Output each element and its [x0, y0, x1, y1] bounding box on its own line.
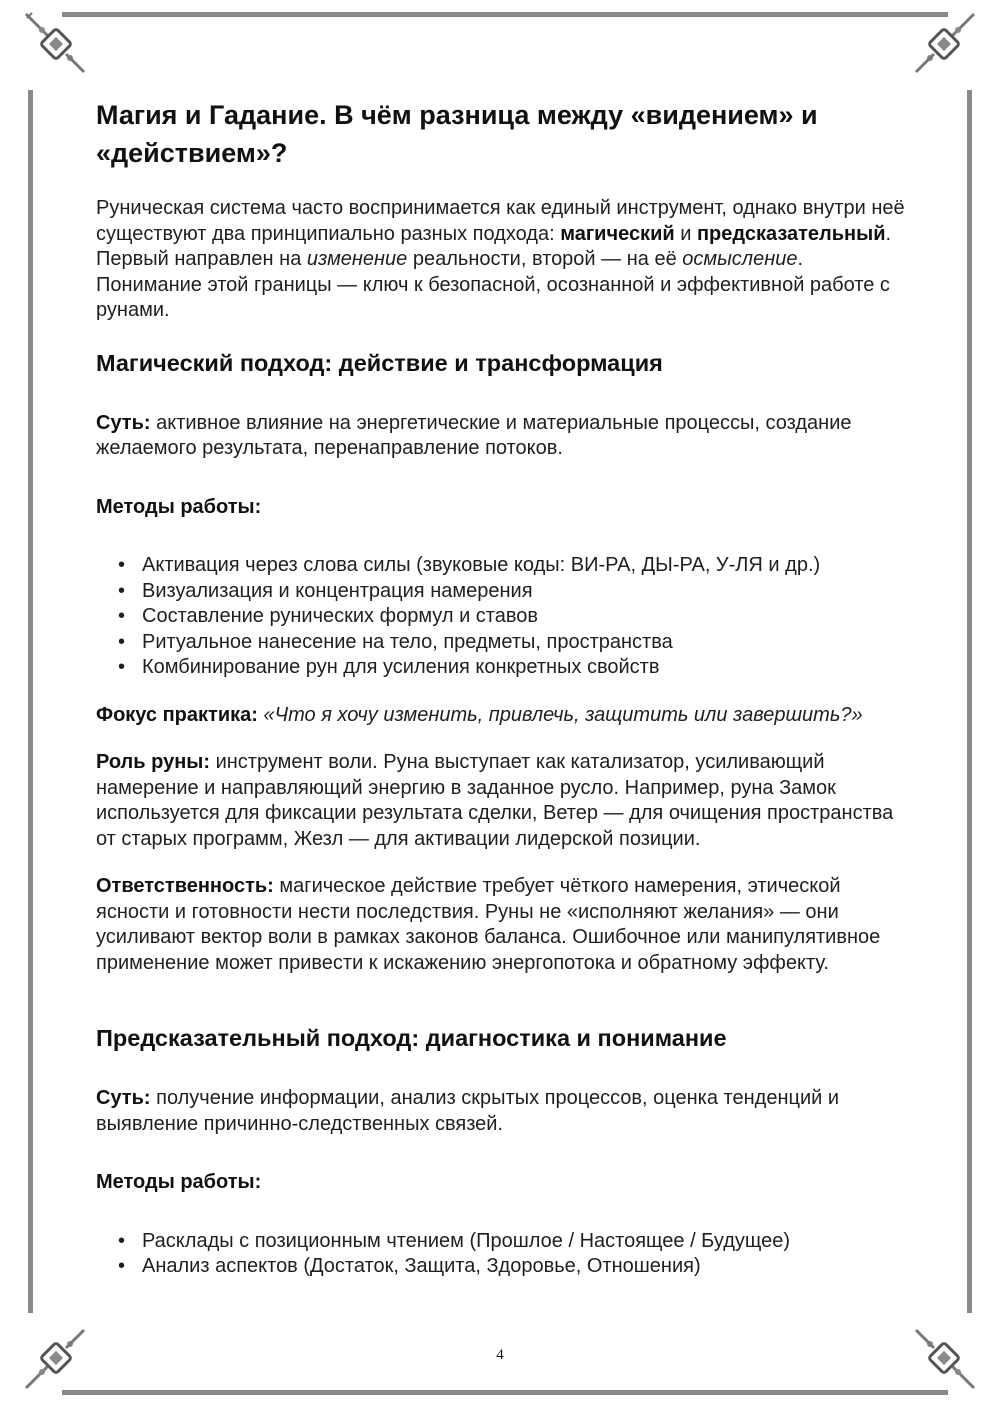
intro-text: . Понимание этой границы — ключ к безопасной, осознанной и эффективной работе с рунами. — [96, 248, 890, 321]
magic-methods-list — [96, 553, 906, 681]
magic-methods-label — [96, 495, 906, 521]
section-heading-divination: Предсказательный подход: диагностика и понимание — [96, 1025, 727, 1051]
page-number: 4 — [496, 1347, 504, 1363]
page-content — [96, 96, 906, 1280]
essence-text: активное влияние на энергетические и материальные процессы, создание желаемого результата, перенаправление потоков. — [96, 411, 852, 459]
intro-italic-change: изменение — [306, 248, 408, 270]
corner-ornament-key-icon — [908, 10, 978, 80]
responsibility-text: магическое действие требует чёткого намерения, этической ясности и готовности нести последствия. Руны не «исполняют желания» — они усиливают вектор воли в рамках законов баланса. Ошибочное или манипулятивное применение может привести к искажению энергопотока и обратному эффекту. — [96, 875, 881, 974]
responsibility-label: Ответственность: — [96, 875, 274, 897]
magic-essence — [96, 411, 906, 462]
intro-text: и — [674, 222, 697, 245]
role-label: Роль руны: — [96, 751, 211, 773]
frame-right-border — [967, 90, 972, 1313]
page-title: Магия и Гадание. В чём разница между «видением» и «действием»? — [96, 100, 818, 168]
role-text: инструмент воли. Руна выступает как катализатор, усиливающий намерение и направляющий энергию в заданное русло. Например, руна Замок используется для фиксации результата сделки, Ветер — для очищения пространства от старых программ, Жезл — для активации лидерской позиции. — [96, 751, 894, 850]
list-item: • Активация через слова силы (звуковые коды: ВИ-РА, ДЫ-РА, У-ЛЯ и др.) — [142, 553, 906, 579]
intro-bold-divination: предсказательный — [696, 222, 886, 245]
list-item: • Комбинирование рун для усиления конкретных свойств — [142, 655, 906, 681]
essence-text: получение информации, анализ скрытых процессов, оценка тенденций и выявление причинно-следственных связей. — [96, 1087, 840, 1135]
intro-paragraph — [96, 196, 906, 324]
divination-methods-label — [96, 1170, 906, 1196]
frame-bottom-border — [62, 1390, 948, 1395]
intro-italic-understanding: осмысление — [682, 248, 798, 270]
focus-label: Фокус практика: — [96, 703, 258, 726]
list-item: • Визуализация и концентрация намерения — [142, 579, 906, 605]
intro-bold-magic: магический — [560, 222, 675, 245]
magic-focus — [96, 703, 906, 729]
list-item: • Анализ аспектов (Достаток, Защита, Здоровье, Отношения) — [142, 1254, 906, 1280]
essence-label: Суть: — [96, 1087, 151, 1109]
intro-text: . Первый направлен на — [96, 222, 892, 270]
frame-top-border — [62, 12, 948, 17]
divination-methods-list — [96, 1229, 906, 1280]
magic-role — [96, 750, 906, 852]
intro-text: реальности, второй — на её — [407, 248, 683, 270]
list-item: • Ритуальное нанесение на тело, предметы, пространства — [142, 630, 906, 656]
essence-label: Суть: — [96, 411, 151, 434]
magic-responsibility — [96, 874, 906, 976]
corner-ornament-key-icon — [22, 10, 92, 80]
list-item: • Расклады с позиционным чтением (Прошлое / Настоящее / Будущее) — [142, 1229, 906, 1255]
list-item: • Составление рунических формул и ставов — [142, 604, 906, 630]
intro-text: Руническая система часто воспринимается как единый инструмент, однако внутри неё существуют два принципиально разных подхода: — [96, 197, 905, 245]
focus-text: «Что я хочу изменить, привлечь, защитить или завершить?» — [263, 703, 863, 726]
divination-essence — [96, 1086, 906, 1137]
methods-label: Методы работы: — [96, 1171, 262, 1193]
section-heading-magic: Магический подход: действие и трансформация — [96, 349, 663, 376]
frame-left-border — [28, 90, 33, 1313]
methods-label: Методы работы: — [96, 495, 262, 518]
